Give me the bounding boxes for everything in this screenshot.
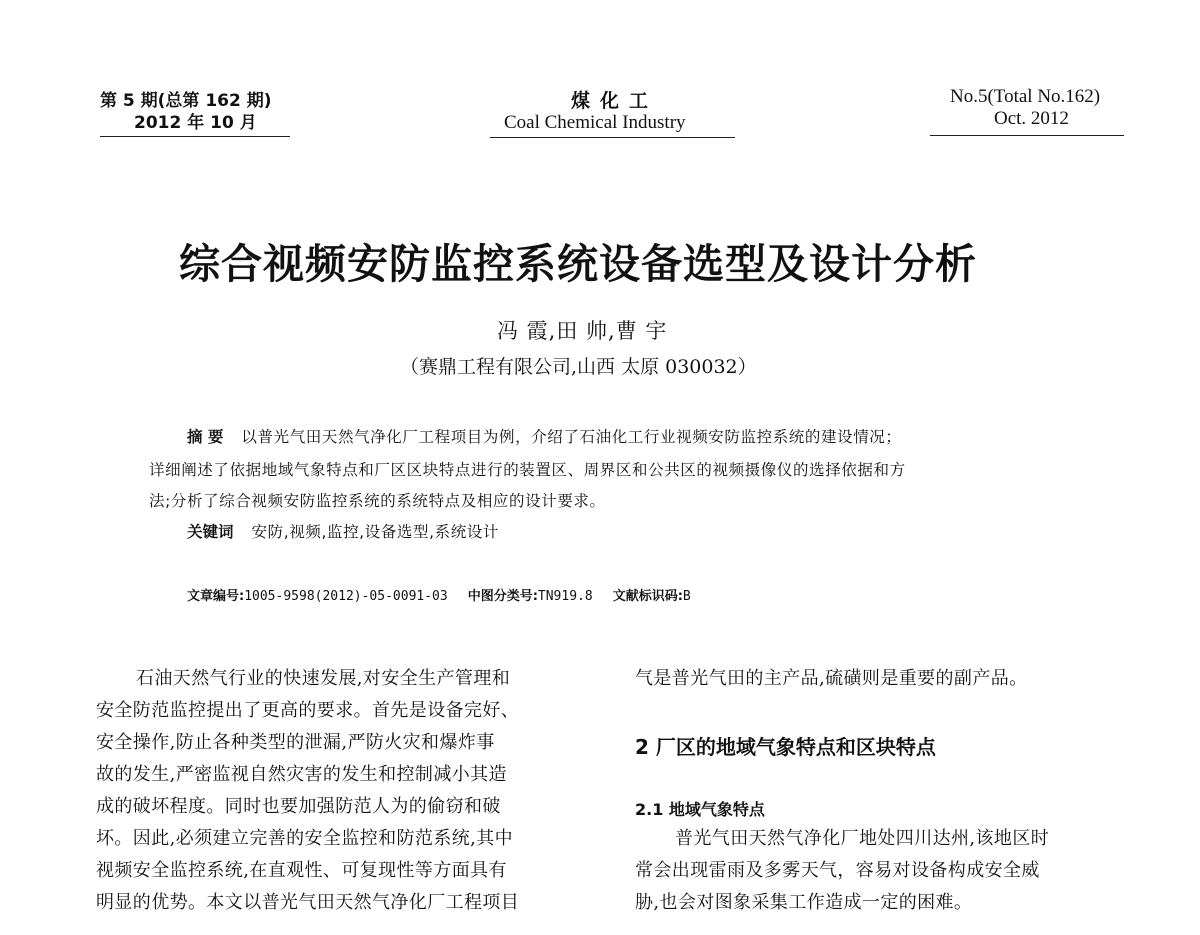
abstract-first-line bbox=[187, 425, 902, 447]
body-line: 气是普光气田的主产品,硫磺则是重要的副产品。 bbox=[635, 668, 1028, 689]
body-line: 故的发生,严密监视自然灾害的发生和控制减小其造 bbox=[96, 764, 507, 785]
doc-code-value: B bbox=[682, 589, 691, 604]
issue-date-cn: 2012 年 10 月 bbox=[134, 113, 257, 133]
body-line: 石油天然气行业的快速发展,对安全生产管理和 bbox=[136, 668, 511, 689]
journal-name-en: Coal Chemical Industry bbox=[504, 112, 686, 133]
body-line: 成的破坏程度。同时也要加强防范人为的偷窃和破 bbox=[96, 796, 501, 817]
abstract-line: 详细阐述了依据地域气象特点和厂区区块特点进行的装置区、周界区和公共区的视频摄像仪的选择依据和方 bbox=[149, 461, 906, 479]
body-line: 坏。因此,必须建立完善的安全监控和防范系统,其中 bbox=[96, 828, 514, 849]
clc-label: 中图分类号: bbox=[467, 589, 538, 604]
issue-number-en: No.5(Total No.162) bbox=[950, 86, 1101, 107]
subsection-heading: 2.1 地域气象特点 bbox=[635, 800, 765, 819]
body-line: 安全操作,防止各种类型的泄漏,严防火灾和爆炸事 bbox=[96, 732, 495, 753]
header-rule-right bbox=[930, 135, 1124, 136]
article-authors: 冯 霞,田 帅,曹 宇 bbox=[497, 319, 668, 343]
doc-code-label: 文献标识码: bbox=[612, 589, 683, 604]
issue-date-en: Oct. 2012 bbox=[994, 108, 1069, 129]
abstract-line: 以普光气田天然气净化厂工程项目为例，介绍了石油化工行业视频安防监控系统的建设情况； bbox=[241, 428, 902, 446]
clc-value: TN919.8 bbox=[537, 589, 593, 604]
abstract-line: 法;分析了综合视频安防监控系统的系统特点及相应的设计要求。 bbox=[149, 492, 606, 510]
body-line: 明显的优势。本文以普光气田天然气净化厂工程项目 bbox=[96, 892, 520, 913]
author-affiliation: （赛鼎工程有限公司,山西 太原 030032） bbox=[400, 356, 757, 378]
section-heading: 2 厂区的地域气象特点和区块特点 bbox=[635, 735, 936, 759]
article-no-label: 文章编号: bbox=[187, 589, 245, 604]
header-rule-left bbox=[100, 136, 290, 137]
keywords-text: 安防,视频,监控,设备选型,系统设计 bbox=[251, 523, 500, 541]
body-line: 普光气田天然气净化厂地处四川达州,该地区时 bbox=[675, 828, 1050, 849]
header-rule-center bbox=[490, 137, 735, 138]
issue-number-cn: 第 5 期(总第 162 期) bbox=[100, 91, 272, 111]
abstract-label: 摘 要 bbox=[187, 428, 224, 446]
article-no-value: 1005-9598(2012)-05-0091-03 bbox=[244, 589, 448, 604]
article-meta-line bbox=[187, 585, 691, 604]
body-line: 常会出现雷雨及多雾天气，容易对设备构成安全威 bbox=[635, 860, 1040, 881]
keywords-label: 关键词 bbox=[187, 523, 234, 541]
body-line: 胁,也会对图象采集工作造成一定的困难。 bbox=[635, 892, 973, 913]
journal-name-cn: 煤化工 bbox=[571, 90, 659, 112]
body-line: 视频安全监控系统,在直观性、可复现性等方面具有 bbox=[96, 860, 507, 881]
body-line: 安全防范监控提出了更高的要求。首先是设备完好、 bbox=[96, 700, 520, 721]
keywords-line bbox=[187, 520, 499, 542]
article-title: 综合视频安防监控系统设备选型及设计分析 bbox=[179, 240, 977, 288]
